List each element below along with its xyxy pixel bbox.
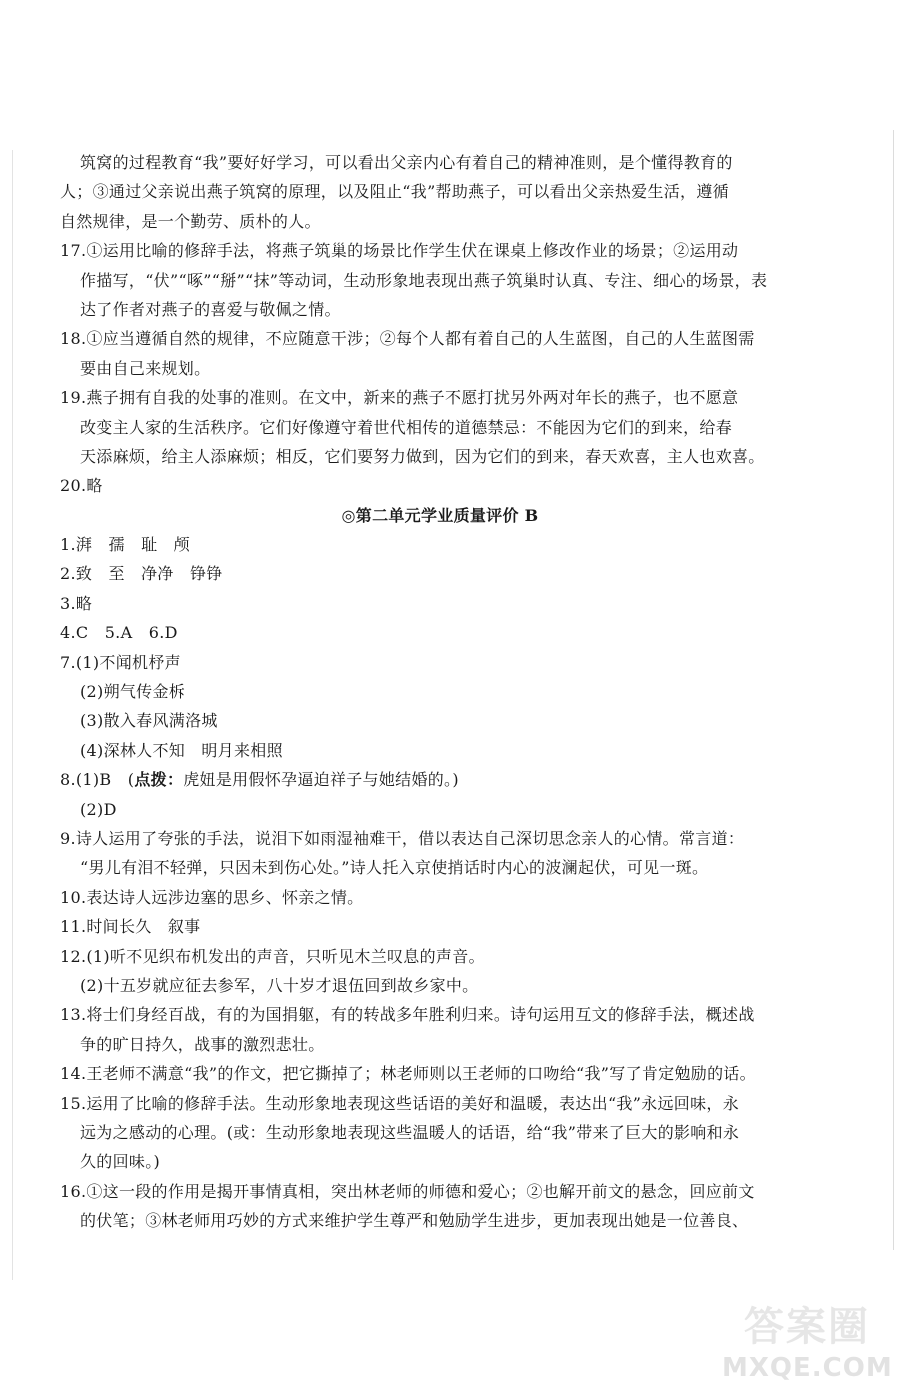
text-line: (2)D <box>80 799 117 819</box>
text-line: 1.湃 孺 耻 颅 <box>60 535 190 555</box>
text-line: “男儿有泪不轻弹，只因未到伤心处。”诗人托入京使捎话时内心的波澜起伏，可见一斑。 <box>80 858 709 878</box>
q8-note-text: 虎妞是用假怀孕逼迫祥子与她结婚的。) <box>183 770 459 790</box>
text-line: 人；③通过父亲说出燕子筑窝的原理，以及阻止“我”帮助燕子，可以看出父亲热爱生活，遵循 <box>60 182 729 202</box>
text-line: 要由自己来规划。 <box>80 358 211 378</box>
text-line: 自然规律，是一个勤劳、质朴的人。 <box>60 211 321 231</box>
text-line: 达了作者对燕子的喜爱与敬佩之情。 <box>80 299 341 319</box>
text-line-q8 <box>60 765 820 794</box>
text-line: 10.表达诗人远涉边塞的思乡、怀亲之情。 <box>60 887 364 907</box>
text-line: 19.燕子拥有自我的处事的准则。在文中，新来的燕子不愿打扰另外两对年长的燕子，也不愿意 <box>60 388 739 408</box>
answer-content <box>60 148 820 1235</box>
text-line: (3)散入春风满洛城 <box>80 711 218 731</box>
text-line: 20.略 <box>60 476 103 496</box>
scan-edge-right <box>893 130 894 1250</box>
text-line: 争的旷日持久，战事的激烈悲壮。 <box>80 1034 325 1054</box>
text-line: (4)深林人不知 明月来相照 <box>80 740 283 760</box>
watermark-text: 答案圈 <box>744 1304 870 1350</box>
text-line: (2)十五岁就应征去参军，八十岁才退伍回到故乡家中。 <box>80 975 479 995</box>
text-line: 15.运用了比喻的修辞手法。生动形象地表现这些话语的美好和温暖，表达出“我”永远回味，永 <box>60 1093 740 1113</box>
text-line: 9.诗人运用了夸张的手法，说泪下如雨湿袖难干，借以表达自己深切思念亲人的心情。常言道： <box>60 828 745 848</box>
watermark-logo <box>722 1302 892 1388</box>
text-line: 改变主人家的生活秩序。它们好像遵守着世代相传的道德禁忌：不能因为它们的到来，给春 <box>80 417 733 437</box>
text-line: 17.①运用比喻的修辞手法，将燕子筑巢的场景比作学生伏在课桌上修改作业的场景；②运用动 <box>60 241 739 261</box>
text-line: 远为之感动的心理。(或：生动形象地表现这些温暖人的话语，给“我”带来了巨大的影响和永 <box>80 1122 740 1142</box>
text-line: 18.①应当遵循自然的规律，不应随意干涉；②每个人都有着自己的人生蓝图，自己的人生蓝图需 <box>60 329 755 349</box>
text-line: (2)朔气传金柝 <box>80 682 186 702</box>
section-title: ◎第二单元学业质量评价 B <box>341 505 539 525</box>
q8-prefix: 8.(1)B ( <box>60 770 135 790</box>
text-line: 11.时间长久 叙事 <box>60 917 201 937</box>
text-line: 13.将士们身经百战，有的为国捐躯，有的转战多年胜利归来。诗句运用互文的修辞手法，概述战 <box>60 1005 755 1025</box>
text-line: 7.(1)不闻机杼声 <box>60 652 181 672</box>
scan-edge-left <box>12 150 13 1280</box>
text-line: 久的回味。) <box>80 1152 161 1172</box>
text-line: 14.王老师不满意“我”的作文，把它撕掉了；林老师则以王老师的口吻给“我”写了肯定勉励的话。 <box>60 1064 756 1084</box>
text-line: 2.致 至 净净 铮铮 <box>60 564 223 584</box>
text-line: 天添麻烦，给主人添麻烦；相反，它们要努力做到，因为它们的到来，春天欢喜，主人也欢喜。 <box>80 446 765 466</box>
text-line: 的伏笔；③林老师用巧妙的方式来维护学生尊严和勉励学生进步，更加表现出她是一位善良、 <box>80 1211 749 1231</box>
text-line: 16.①这一段的作用是揭开事情真相，突出林老师的师德和爱心；②也解开前文的悬念，回应前文 <box>60 1181 755 1201</box>
text-line: 12.(1)听不见织布机发出的声音，只听见木兰叹息的声音。 <box>60 946 485 966</box>
text-line: 作描写，“伏”“啄”“掰”“抹”等动词，生动形象地表现出燕子筑巢时认真、专注、细心的场景，表 <box>80 270 768 290</box>
watermark-url: MXQE.COM <box>722 1353 893 1383</box>
text-line: 3.略 <box>60 593 93 613</box>
q8-note-label: 点拨： <box>134 770 184 790</box>
text-line: 筑窝的过程教育“我”要好好学习，可以看出父亲内心有着自己的精神准则，是个懂得教育的 <box>80 153 733 172</box>
text-line: 4.C 5.A 6.D <box>60 623 178 643</box>
